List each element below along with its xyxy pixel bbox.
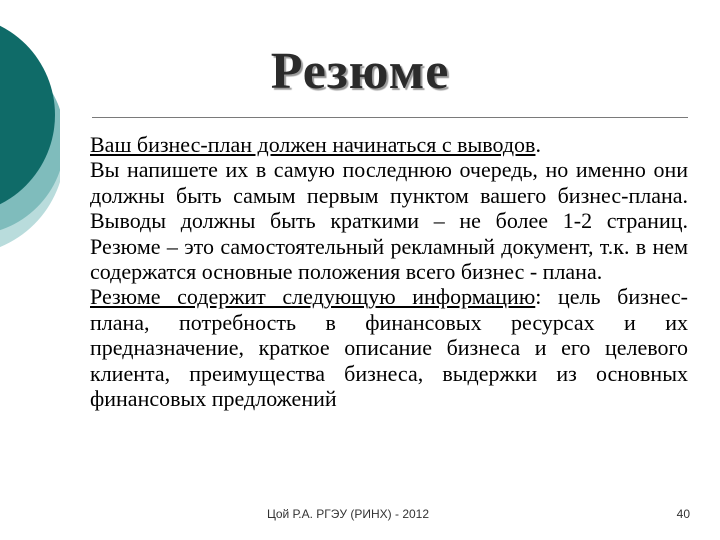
paragraph-3-underlined: Резюме содержит следующую информацию <box>90 284 536 310</box>
paragraph-3 <box>62 284 688 411</box>
slide-title: Резюме <box>270 43 450 100</box>
slide-body <box>62 132 688 411</box>
page-number: 40 <box>676 507 690 521</box>
paragraph-2: Вы напишете их в самую последнюю очередь, но именно они должны быть самым первым пунктом вашего бизнес-плана. Выводы должны быть краткими – не более 1-2 страниц. Резюме – это самостоятельный рекламный документ, т.к. в нем содержатся основные положения всего бизнес - плана. <box>90 157 688 285</box>
paragraph-1 <box>62 132 688 157</box>
footer-text: Цой Р.А. РГЭУ (РИНХ) - 2012 <box>266 507 430 521</box>
paragraph-1-underlined: Ваш бизнес-план должен начинаться с выводов <box>90 132 536 157</box>
paragraph-1-rest: . <box>535 132 541 157</box>
paragraph-3-rest: : цель бизнес-плана, потребность в финансовых ресурсах и их предназначение, краткое описание бизнеса и его целевого клиента, преимущества бизнеса, выдержки из основных финансовых предложений <box>90 284 689 412</box>
title-divider <box>92 117 688 118</box>
